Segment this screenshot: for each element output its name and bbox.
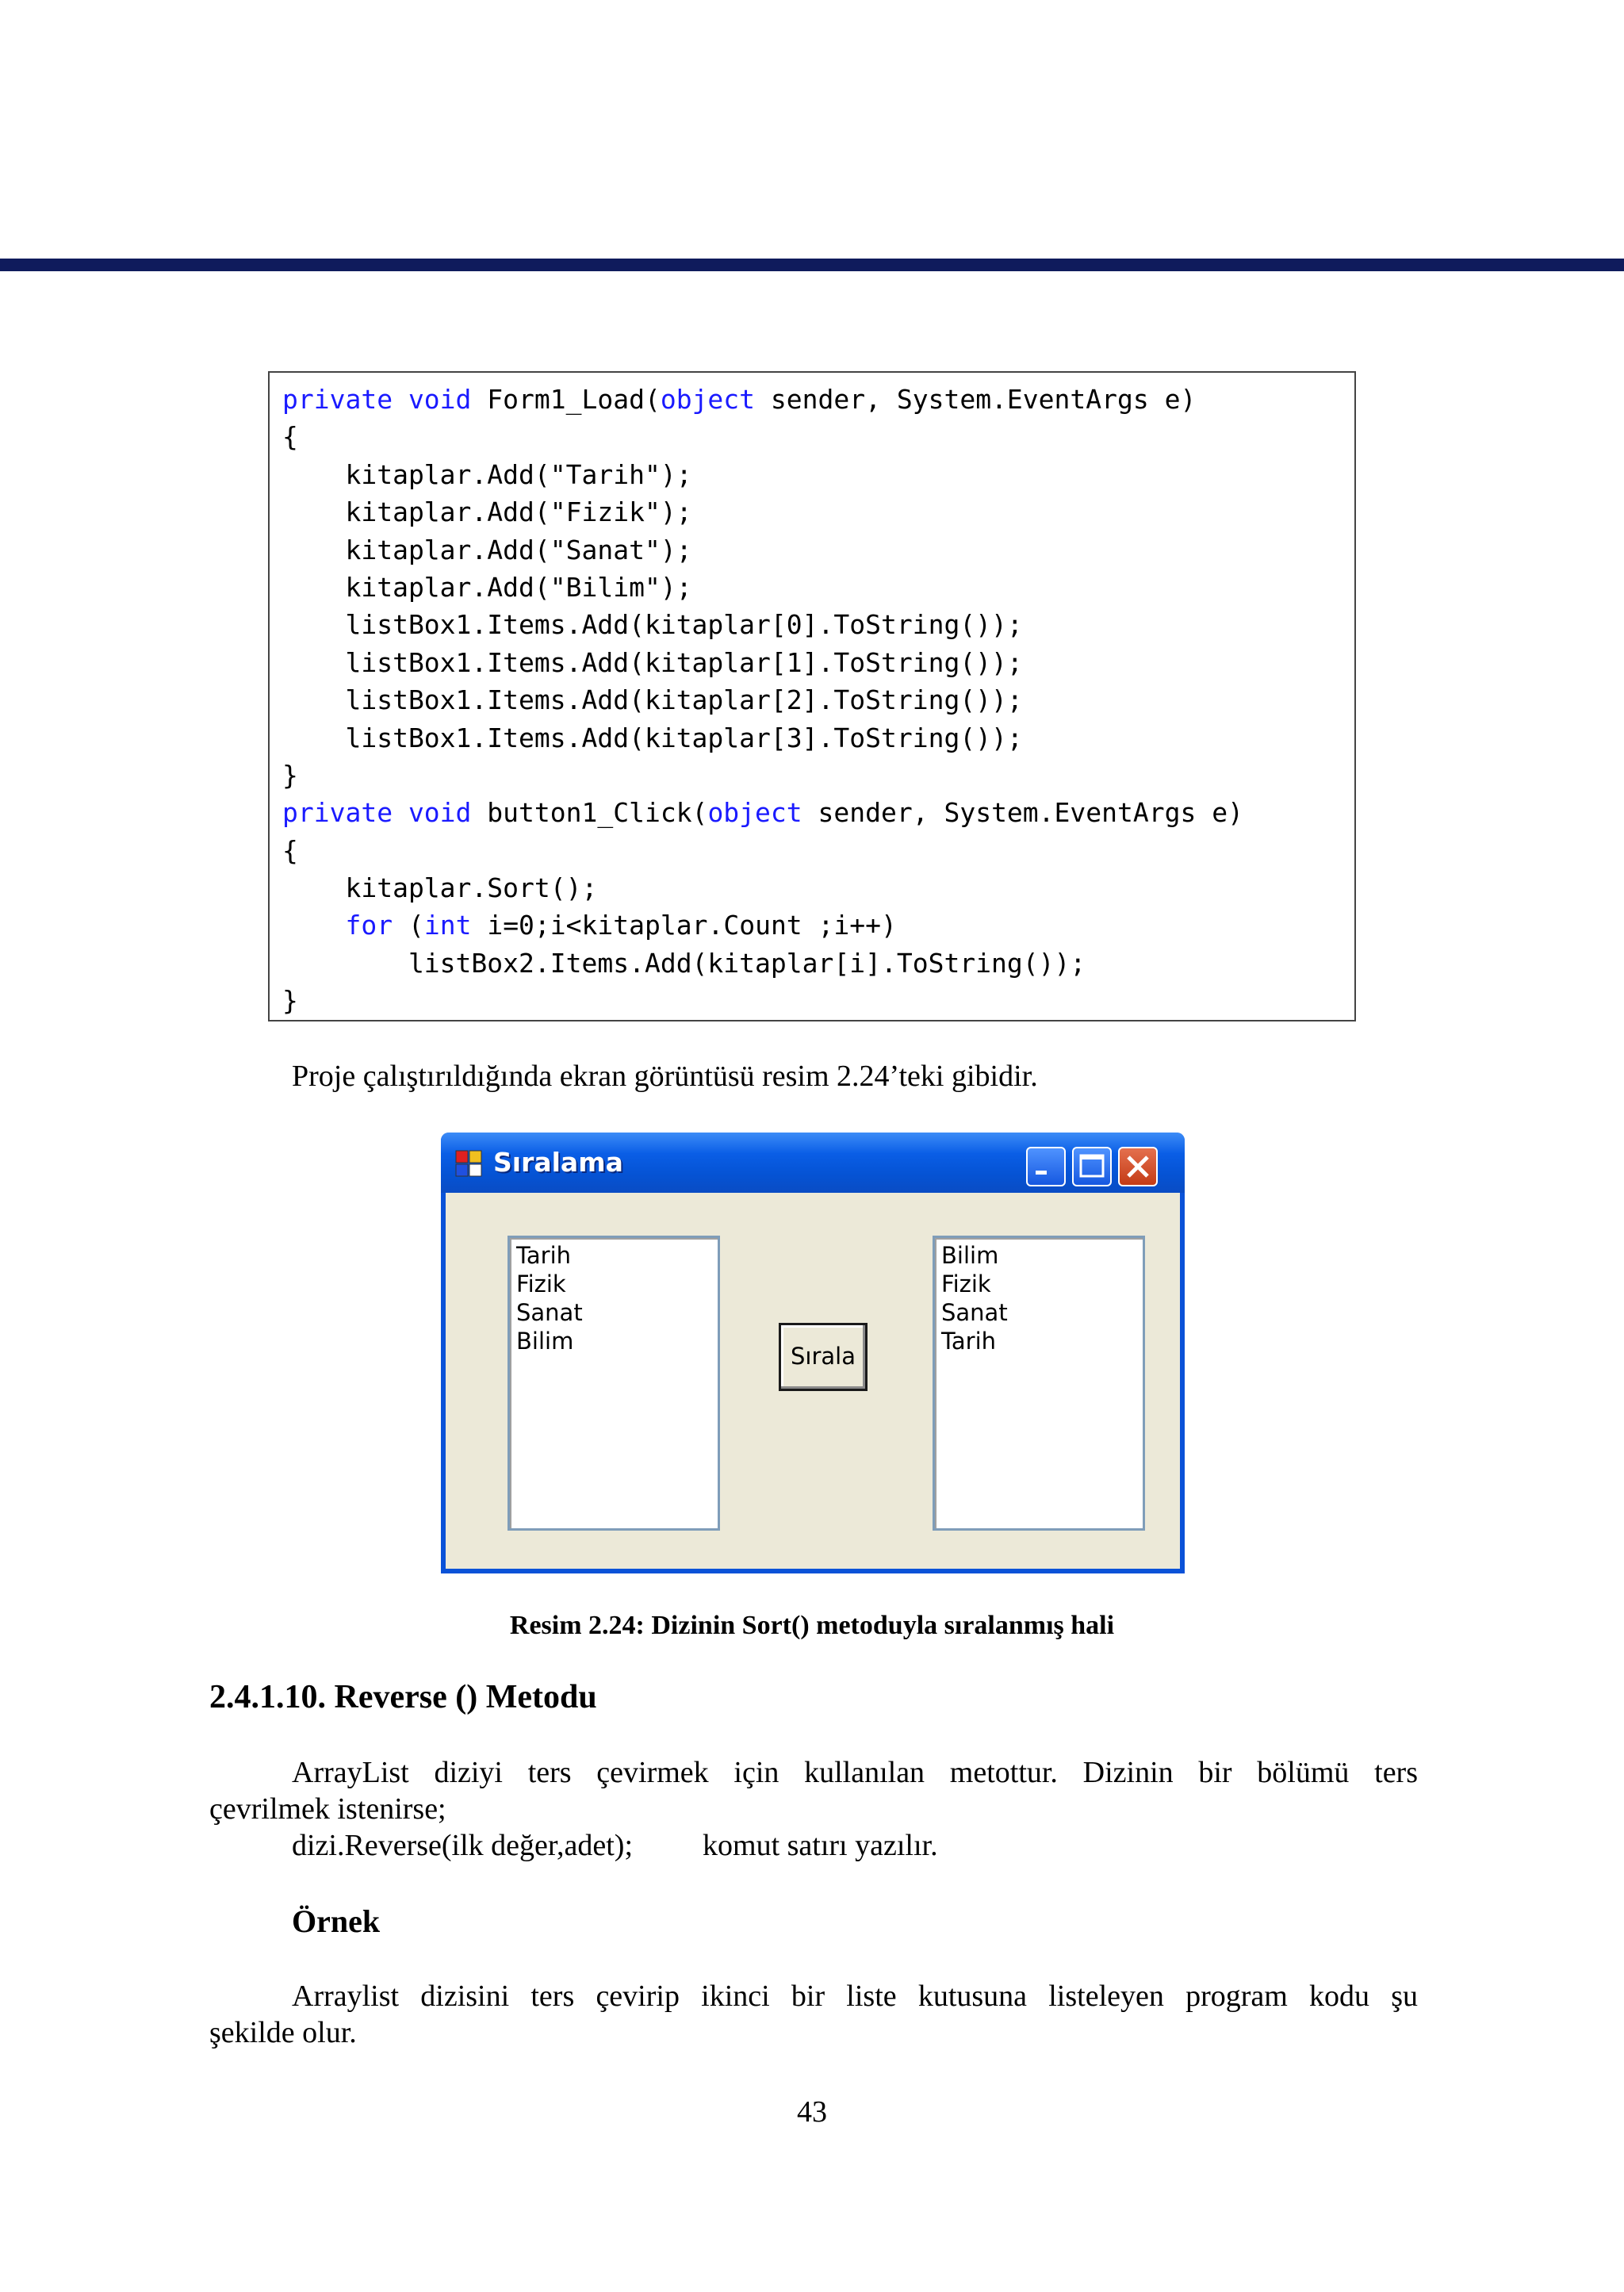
code-line: private void button1_Click(object sender, System.EventArgs e) <box>282 797 1243 829</box>
code-block <box>268 371 1356 1021</box>
code-line: } <box>282 985 298 1017</box>
code-line: listBox1.Items.Add(kitaplar[2].ToString()); <box>282 684 1023 716</box>
code-line: listBox1.Items.Add(kitaplar[0].ToString()); <box>282 609 1023 641</box>
code-line: listBox1.Items.Add(kitaplar[1].ToString()); <box>282 646 1023 678</box>
paragraph-line: ArrayList diziyi ters çevirmek için kullanılan metottur. Dizinin bir bölümü ters <box>292 1756 1418 1789</box>
header-rule <box>0 259 1624 271</box>
paragraph-example <box>209 1978 1418 2051</box>
code-line: listBox2.Items.Add(kitaplar[i].ToString()); <box>282 947 1086 979</box>
list-item[interactable]: Fizik <box>941 1271 991 1297</box>
paragraph-line: şekilde olur. <box>209 2016 357 2049</box>
listbox-sorted[interactable] <box>933 1236 1145 1531</box>
minimize-button[interactable] <box>1026 1147 1066 1186</box>
code-line: for (int i=0;i<kitaplar.Count ;i++) <box>345 910 897 941</box>
code-line: private void Form1_Load(object sender, System.EventArgs e) <box>282 384 1197 415</box>
list-item[interactable]: Tarih <box>516 1242 572 1269</box>
figure-caption: Resim 2.24: Dizinin Sort() metoduyla sıralanmış hali <box>509 1611 1115 1640</box>
maximize-icon <box>1074 1148 1110 1185</box>
command-description: komut satırı yazılır. <box>703 1829 938 1862</box>
window-titlebar[interactable] <box>441 1133 1185 1193</box>
code-line: kitaplar.Sort(); <box>282 872 598 904</box>
command-code: dizi.Reverse(ilk değer,adet); <box>292 1829 634 1862</box>
minimize-icon <box>1028 1148 1064 1185</box>
page-number: 43 <box>797 2095 827 2129</box>
maximize-button[interactable] <box>1072 1147 1112 1186</box>
example-heading: Örnek <box>292 1903 381 1939</box>
app-icon <box>455 1150 482 1177</box>
close-button[interactable] <box>1118 1147 1158 1186</box>
code-line: { <box>282 834 298 866</box>
list-item[interactable]: Fizik <box>516 1271 566 1297</box>
sort-button[interactable]: Sırala <box>779 1323 868 1391</box>
paragraph-line: Arraylist dizisini ters çevirip ikinci bir liste kutusuna listeleyen program kodu şu <box>292 1980 1418 2013</box>
list-item[interactable]: Bilim <box>941 1242 999 1269</box>
code-line: listBox1.Items.Add(kitaplar[3].ToString()); <box>282 722 1023 753</box>
listbox-unsorted[interactable] <box>508 1236 720 1531</box>
close-icon <box>1120 1148 1156 1185</box>
code-line: kitaplar.Add("Tarih"); <box>282 458 692 490</box>
window-title: Sıralama <box>493 1147 623 1178</box>
paragraph-line: çevrilmek istenirse; <box>209 1792 446 1826</box>
list-item[interactable]: Tarih <box>941 1328 997 1355</box>
list-item[interactable]: Sanat <box>516 1299 583 1326</box>
sort-window <box>441 1133 1185 1573</box>
paragraph-reverse <box>209 1754 1418 1864</box>
intro-text: Proje çalıştırıldığında ekran görüntüsü resim 2.24’teki gibidir. <box>292 1060 1038 1093</box>
section-heading: 2.4.1.10. Reverse () Metodu <box>209 1679 597 1715</box>
code-line: kitaplar.Add("Fizik"); <box>282 496 692 528</box>
code-line: } <box>282 759 298 791</box>
list-item[interactable]: Bilim <box>516 1328 574 1355</box>
code-line: kitaplar.Add("Sanat"); <box>282 534 692 565</box>
list-item[interactable]: Sanat <box>941 1299 1008 1326</box>
code-line: kitaplar.Add("Bilim"); <box>282 571 692 603</box>
command-line <box>209 1827 1418 1864</box>
code-line: { <box>282 421 298 453</box>
